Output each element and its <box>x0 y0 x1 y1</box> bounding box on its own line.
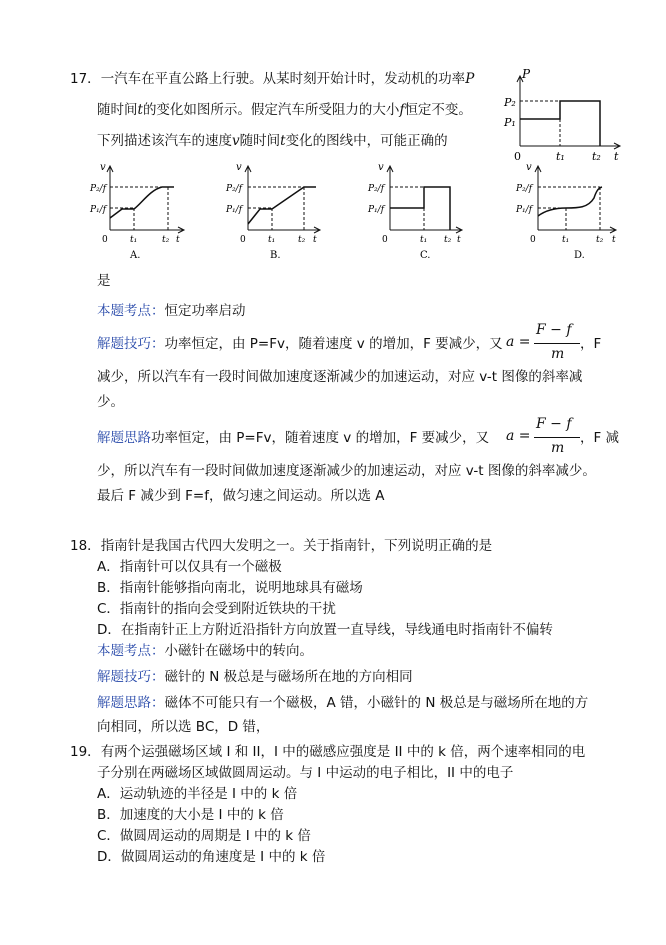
q18-silu-line1: 解题思路：磁体不可能只有一个磁极，A 错，小磁针的 N 极总是与磁场所在地的方 <box>97 695 589 711</box>
q18-option-b: B．指南针能够指向南北，说明地球具有磁场 <box>97 580 363 596</box>
q17-line2: 随时间t的变化如图所示。假定汽车所受阻力的大小f恒定不变。 <box>97 102 472 118</box>
q17-jiqiao-line1: 解题技巧：功率恒定，由 P=Fv，随着速度 v 的增加，F 要减少，又 <box>97 336 503 352</box>
svg-text:P₁/f: P₁/f <box>90 205 107 215</box>
q19-line2: 子分别在两磁场区域做圆周运动。与 I 中运动的电子相比，II 中的电子 <box>97 765 514 781</box>
option-c-label: C. <box>420 250 431 261</box>
svg-text:0: 0 <box>240 235 246 245</box>
q17-silu-line2: 少，所以汽车有一段时间做加速度逐渐减少的加速运动，对应 v-t 图像的斜率减少。 <box>97 463 596 479</box>
svg-text:P₁/f: P₁/f <box>226 205 243 215</box>
q17-formula-2: a = F − f m <box>506 416 586 460</box>
option-d-label: D. <box>574 250 585 261</box>
q17-line4: 是 <box>97 273 111 289</box>
option-b-label: B. <box>270 250 281 261</box>
q17-kaodian: 本题考点：恒定功率启动 <box>97 303 246 319</box>
power-time-graph <box>500 64 630 164</box>
graph-p1-label: P₁ <box>504 116 516 129</box>
q17-jiqiao-line2: 减少，所以汽车有一段时间做加速度逐渐减少的加速运动，对应 v-t 图像的斜率减 <box>97 369 583 385</box>
option-graph-c <box>368 158 468 263</box>
graph-origin: 0 <box>514 150 521 163</box>
q18-silu-line2: 向相同，所以选 BC，D 错， <box>97 719 270 735</box>
svg-text:0: 0 <box>102 235 108 245</box>
q17-silu-line3: 最后 F 减少到 F=f，做匀速之间运动。所以选 A <box>97 488 385 504</box>
q17-line3: 下列描述该汽车的速度v随时间t变化的图线中，可能正确的 <box>97 133 448 149</box>
svg-text:t₂: t₂ <box>298 235 306 245</box>
svg-text:t₁: t₁ <box>420 235 428 245</box>
svg-text:0: 0 <box>530 235 536 245</box>
q19-option-b: B．加速度的大小是 I 中的 k 倍 <box>97 807 284 823</box>
svg-text:t: t <box>457 235 461 245</box>
graph-t-axis: t <box>614 150 619 163</box>
svg-text:t₂: t₂ <box>596 235 604 245</box>
svg-text:t: t <box>176 235 180 245</box>
q19-line1: 19．有两个运强磁场区域 I 和 II，I 中的磁感应强度是 II 中的 k 倍，两个速率相同的电 <box>70 744 586 760</box>
svg-text:P₂/f: P₂/f <box>226 184 243 194</box>
option-graph-a <box>92 158 192 263</box>
q19-option-a: A．运动轨迹的半径是 I 中的 k 倍 <box>97 786 298 802</box>
graph-t2: t₂ <box>592 150 601 163</box>
q17-silu-tail: ，F 减 <box>580 430 620 446</box>
svg-text:P₂/f: P₂/f <box>368 184 385 194</box>
svg-text:t₂: t₂ <box>444 235 452 245</box>
svg-text:v: v <box>236 162 242 173</box>
q19-option-d: D．做圆周运动的角速度是 I 中的 k 倍 <box>97 849 326 865</box>
graph-t1: t₁ <box>556 150 565 163</box>
svg-text:P₂/f: P₂/f <box>516 184 533 194</box>
svg-text:t₁: t₁ <box>130 235 138 245</box>
svg-text:P₁/f: P₁/f <box>368 205 385 215</box>
svg-text:t₁: t₁ <box>268 235 276 245</box>
svg-text:v: v <box>100 162 106 173</box>
svg-text:v: v <box>526 162 532 173</box>
svg-text:t₁: t₁ <box>562 235 570 245</box>
q18-jiqiao: 解题技巧：磁针的 N 极总是与磁场所在地的方向相同 <box>97 669 413 685</box>
q18-option-a: A．指南针可以仅具有一个磁极 <box>97 559 282 575</box>
svg-text:t: t <box>313 235 317 245</box>
q18-option-d: D．在指南针正上方附近沿指针方向放置一直导线，导线通电时指南针不偏转 <box>97 622 553 638</box>
svg-text:P₂/f: P₂/f <box>90 184 107 194</box>
q19-option-c: C．做圆周运动的周期是 I 中的 k 倍 <box>97 828 311 844</box>
svg-text:t₂: t₂ <box>162 235 170 245</box>
svg-text:v: v <box>378 162 384 173</box>
q18-stem: 18．指南针是我国古代四大发明之一。关于指南针，下列说明正确的是 <box>70 538 493 554</box>
q17-jiqiao-tail: ，F <box>580 336 602 352</box>
option-graph-d <box>516 158 626 263</box>
q18-kaodian: 本题考点：小磁针在磁场中的转向。 <box>97 643 313 659</box>
svg-text:t: t <box>612 235 616 245</box>
graph-p2-label: P₂ <box>504 96 516 109</box>
graph-axis-p: P <box>522 67 531 81</box>
option-a-label: A. <box>130 250 141 261</box>
q17-jiqiao-line3: 少。 <box>97 394 124 410</box>
q17-formula-1: a = F − f m <box>506 322 586 366</box>
q17-silu-line1: 解题思路功率恒定，由 P=Fv，随着速度 v 的增加，F 要减少，又 <box>97 430 490 446</box>
svg-text:P₁/f: P₁/f <box>516 205 533 215</box>
option-graph-b <box>226 158 326 263</box>
q18-option-c: C．指南针的指向会受到附近铁块的干扰 <box>97 601 336 617</box>
q17-line1: 17．一汽车在平直公路上行驶。从某时刻开始计时，发动机的功率P <box>70 71 475 87</box>
svg-text:0: 0 <box>382 235 388 245</box>
